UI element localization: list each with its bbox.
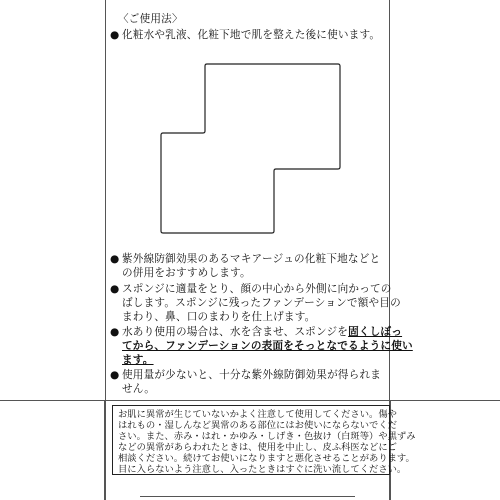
usage-step-2-line-1: ● 紫外線防御効果のあるマキアージュの化粧下地などと — [110, 253, 381, 265]
usage-step-5-line-2: せん。 — [122, 383, 156, 395]
bullet-icon: ● — [110, 326, 120, 338]
usage-step-3-line-3: まわり、鼻、口のまわりを仕上げます。 — [122, 311, 316, 323]
left-fold-line — [105, 0, 106, 500]
caution-box — [112, 405, 416, 475]
usage-heading: 〈ご使用法〉 — [118, 13, 183, 25]
caution-line: などの異常があらわれたときは、使用を中止し、皮ふ科医などにご — [118, 442, 397, 453]
usage-step-2-line-2: の併用をおすすめします。 — [122, 267, 251, 279]
usage-step-5-line-1: ● 使用量が少ないと、十分な紫外線防御効果が得られま — [110, 369, 382, 381]
bullet-icon: ● — [110, 369, 120, 381]
usage-step-4-line-2: てから、ファンデーションの表面をそっとなでるように使い — [122, 340, 413, 352]
tab-edge-line — [140, 496, 355, 497]
usage-step-4-line-3: ます。 — [122, 354, 154, 366]
bullet-icon: ● — [110, 29, 120, 41]
caution-line: はれもの・湿しんなど異常のある部位にはお使いにならないでくだ — [118, 420, 397, 431]
usage-step-4-line-1: ● 水あり使用の場合は、水を含ませ、スポンジを固くしぼっ — [110, 326, 403, 338]
caution-line: さい。また、赤み・はれ・かゆみ・しげき・色抜け（白斑等）や黒ずみ — [118, 431, 416, 442]
usage-step-3-line-1: ● スポンジに適量をとり、顔の中心から外側に向かっての — [110, 283, 392, 295]
caution-line: お肌に異常が生じていないかよく注意して使用してください。傷や — [118, 409, 397, 420]
product-window-cutout — [160, 58, 345, 238]
left-flap-line — [104, 400, 105, 500]
bottom-fold-line — [0, 400, 500, 401]
caution-line: 相談ください。続けてお使いになりますと悪化させることがあります。 — [118, 453, 415, 464]
usage-step-1: ● 化粧水や乳液、化粧下地で肌を整えた後に使います。 — [110, 28, 380, 43]
bullet-icon: ● — [110, 253, 120, 265]
bullet-icon: ● — [110, 283, 120, 295]
usage-step-3-line-2: ばします。スポンジに残ったファンデーションで額や目の — [122, 297, 401, 309]
caution-line: 目に入らないよう注意し、入ったときはすぐに洗い流してください。 — [118, 464, 407, 475]
